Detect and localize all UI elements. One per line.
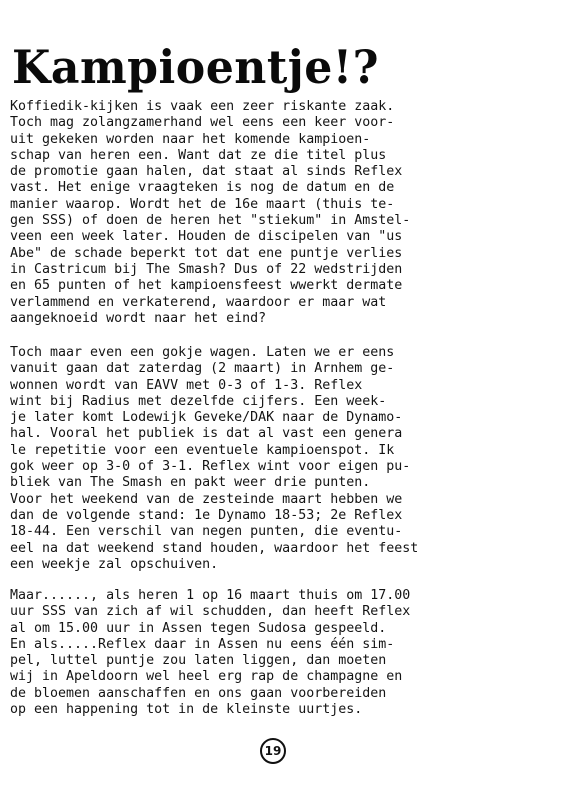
text-line: gok weer op 3-0 of 3-1. Reflex wint voor eigen pu- (10, 459, 411, 475)
text-line: dan de volgende stand: 1e Dynamo 18-53; 2e Reflex (10, 507, 403, 523)
text-line: en 65 punten of het kampioensfeest wwerkt dermate (10, 278, 403, 294)
text-line: een weekje zal opschuiven. (10, 556, 219, 572)
text-line: Voor het weekend van de zesteinde maart hebben we (10, 491, 403, 507)
text-line: al om 15.00 uur in Assen tegen Sudosa gespeeld. (10, 620, 387, 636)
paragraph-2 (10, 345, 418, 573)
text-line: aangeknoeid wordt naar het eind? (10, 310, 267, 326)
text-line: Abe" de schade beperkt tot dat ene puntje verlies (10, 245, 403, 261)
text-line: de bloemen aanschaffen en ons gaan voorbereiden (10, 685, 387, 701)
text-line: veen een week later. Houden de discipelen van "us (10, 229, 403, 245)
text-line: verlammend en verkaterend, waardoor er maar wat (10, 294, 387, 310)
paragraph-3 (10, 588, 410, 718)
text-line: wij in Apeldoorn wel heel erg rap de champagne en (10, 669, 403, 685)
text-line: je later komt Lodewijk Geveke/DAK naar de Dynamo- (10, 410, 403, 426)
article-title: Kampioentje!? (12, 40, 380, 94)
text-line: wint bij Radius met dezelfde cijfers. Een week- (10, 393, 387, 409)
text-line: in Castricum bij The Smash? Dus of 22 wedstrijden (10, 261, 403, 277)
text-line: bliek van The Smash en pakt weer drie punten. (10, 475, 371, 491)
text-line: le repetitie voor een eventuele kampioenspot. Ik (10, 442, 395, 458)
text-line: Toch maar even een gokje wagen. Laten we er eens (10, 345, 395, 360)
text-line: wonnen wordt van EAVV met 0-3 of 1-3. Reflex (10, 377, 363, 393)
text-line: pel, luttel puntje zou laten liggen, dan moeten (10, 653, 387, 669)
text-line: Koffiedik-kijken is vaak een zeer riskante zaak. (10, 99, 395, 114)
text-line: uit gekeken worden naar het komende kampioen- (10, 131, 371, 147)
text-line: gen SSS) of doen de heren het "stiekum" in Amstel- (10, 213, 411, 229)
text-line: hal. Vooral het publiek is dat al vast een genera (10, 426, 403, 442)
text-line: de promotie gaan halen, dat staat al sinds Reflex (10, 164, 403, 180)
text-line: manier waarop. Wordt het de 16e maart (thuis te- (10, 196, 395, 212)
paragraph-1 (10, 99, 410, 327)
text-line: vast. Het enige vraagteken is nog de datum en de (10, 180, 395, 196)
text-line: uur SSS van zich af wil schudden, dan heeft Reflex (10, 604, 411, 620)
text-line: eel na dat weekend stand houden, waardoor het feest (10, 540, 419, 556)
text-line: Toch mag zolangzamerhand wel eens een keer voor- (10, 115, 395, 131)
text-line: En als.....Reflex daar in Assen nu eens één sim- (10, 636, 395, 652)
text-line: 18-44. Een verschil van negen punten, die eventu- (10, 524, 403, 540)
page-number: 19 (260, 738, 286, 764)
text-line: schap van heren een. Want dat ze die titel plus (10, 147, 387, 163)
text-line: Maar......, als heren 1 op 16 maart thuis om 17.00 (10, 588, 411, 603)
text-line: op een happening tot in de kleinste uurtjes. (10, 702, 363, 718)
text-line: vanuit gaan dat zaterdag (2 maart) in Arnhem ge- (10, 361, 395, 377)
